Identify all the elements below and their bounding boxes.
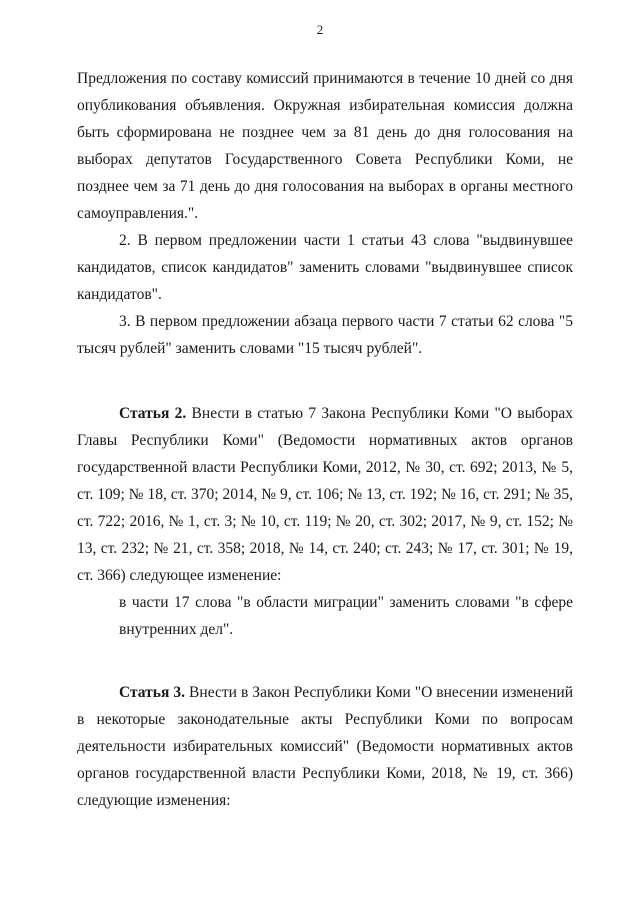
page-number: 2	[316, 22, 324, 37]
article-3-text: Внести в Закон Республики Коми "О внесении изменений в некоторые законодательные акты Республики Коми по вопросам деятельности избирательных комиссий" (Ведомости нормативных актов органов государственной власти Республики Коми, 2018, № 19, ст. 366) следующие изменения:	[77, 684, 573, 809]
paragraph-item-3: 3. В первом предложении абзаца первого части 7 статьи 62 слова "5 тысяч рублей" заменить словами "15 тысяч рублей".	[77, 313, 573, 357]
paragraph-item-2: 2. В первом предложении части 1 статьи 43 слова "выдвинувшее кандидатов, список кандидатов" заменить словами "выдвинувшее список кандидатов".	[77, 232, 573, 303]
paragraph-commission-proposals: Предложения по составу комиссий принимаются в течение 10 дней со дня опубликования объявления. Окружная избирательная комиссия должна быть сформирована не позднее чем за 81 день до дня голосования на выборах депутатов Государственного Совета Республики Коми, не позднее чем за 71 день до дня голосования на выборах в органы местного самоуправления.".	[77, 70, 573, 222]
document-body	[77, 65, 573, 814]
article-2-paragraph	[77, 400, 573, 589]
article-2-heading: Статья 2.	[119, 405, 187, 422]
article-2-text: Внести в статью 7 Закона Республики Коми "О выборах Главы Республики Коми" (Ведомости нормативных актов органов государственной власти Республики Коми, 2012, № 30, ст. 692; 2013, № 5, ст. 109; № 18, ст. 370; 2014, № 9, ст. 106; № 13, ст. 192; № 16, ст. 291; № 35, ст. 722; 2016, № 1, ст. 3; № 10, ст. 119; № 20, ст. 302; 2017, № 9, ст. 152; № 13, ст. 232; № 21, ст. 358; 2018, № 14, ст. 240; ст. 243; № 17, ст. 301; № 19, ст. 366) следующее изменение:	[77, 405, 574, 584]
article-3-paragraph	[77, 679, 573, 814]
article-3-heading: Статья 3.	[119, 684, 186, 701]
article-2-change: в части 17 слова "в области миграции" заменить словами "в сфере внутренних дел".	[119, 594, 573, 638]
